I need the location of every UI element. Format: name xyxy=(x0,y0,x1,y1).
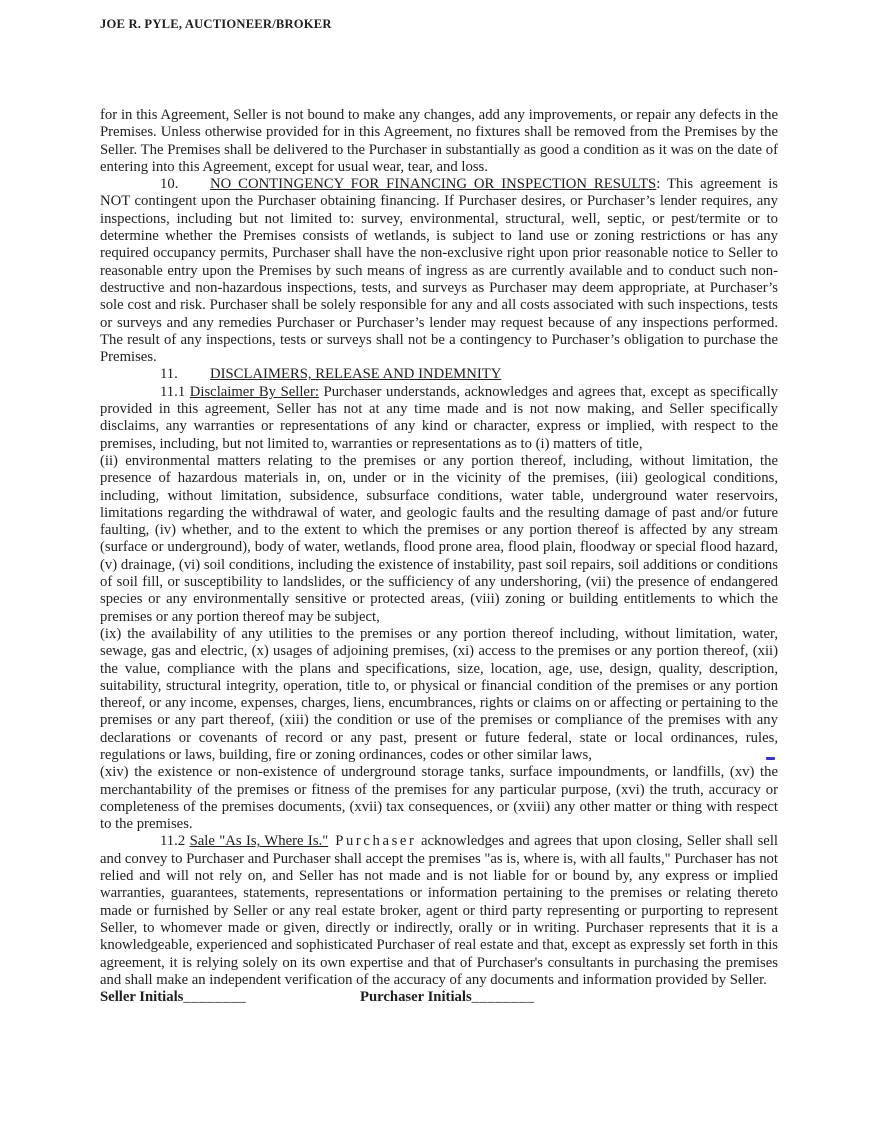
section-11-2-heading: Sale "As Is, Where Is." xyxy=(189,833,329,850)
document-body xyxy=(100,107,778,1006)
section-10-heading: NO CONTINGENCY FOR FINANCING OR INSPECTION RESULTS xyxy=(210,176,657,193)
purchaser-initials-group xyxy=(360,989,534,1005)
section-11-1-clause-ii-block: (ii) environmental matters relating to the premises or any portion thereof, including, without limitation, the presence of hazardous materials in, on, under or in the vicinity of the premises, (iii) geological conditions, including, without limitation, subsidence, subsurface conditions, water table, underground water reservoirs, limitations regarding the withdrawal of water, and geologic faults and the resulting damage of past and/or future faulting, (iv) whether, and to the extent to which the premises or any portion thereof is affected by any stream (surface or underground), body of water, wetlands, flood prone area, flood plain, floodway or special flood hazard, (v) drainage, (vi) soil conditions, including the existence of instability, past soil repairs, soil additions or conditions of soil fill, or susceptibility to landslides, or the sufficiency of any undershoring, (vii) the presence of endangered species or any environmentally sensitive or protected areas, (viii) zoning or building entitlements to which the premises or any portion thereof may be subject, xyxy=(100,452,778,625)
purchaser-initials-label: Purchaser Initials xyxy=(360,989,472,1006)
document-header-title: JOE R. PYLE, AUCTIONEER/BROKER xyxy=(100,17,332,31)
section-11-2-spaced-word: Purchaser xyxy=(328,833,417,850)
section-11-1-body-text: Purchaser understands, acknowledges and agrees that, except as specifically provided in this agreement, Seller has not at any time made and is not now making, and Seller specifically disclaims, any warranties or representations of any kind or character, express or implied, with respect to the premises, including, but not limited to, warranties or representations as to (i) matters of title, xyxy=(100,383,778,452)
margin-annotation-mark xyxy=(766,757,775,760)
section-11-heading-line xyxy=(100,366,778,383)
initials-row xyxy=(100,989,778,1006)
section-11-1-paragraph xyxy=(100,384,778,453)
section-10-body-text: : This agreement is NOT contingent upon the Purchaser obtaining financing. If Purchaser desires, or Purchaser’s lender requires, any inspections, including but not limited to: survey, environmental, structural, well, septic, or pest/termite or to determine whether the Premises consists of wetlands, is subject to land use or zoning restrictions or has any required occupancy permits, Purchaser shall have the non-exclusive right upon prior reasonable notice to Seller to reasonable entry upon the Premises by such means of ingress as are currently available and to conduct such non-destructive and non-hazardous inspections, tests, and surveys as Purchaser may deem appropriate, at Purchaser’s sole cost and risk. Purchaser shall be solely responsible for any and all costs associated with such inspections, tests or surveys and any remedies Purchaser or Purchaser’s lender may request because of any inspections performed. The result of any inspections, tests or surveys shall not be a contingency to Purchaser’s obligation to purchase the Premises. xyxy=(100,176,778,366)
section-11-number: 11. xyxy=(160,366,178,383)
section-11-1-heading: Disclaimer By Seller: xyxy=(189,383,319,400)
section-11-2-number: 11.2 xyxy=(160,833,190,850)
seller-initials-group xyxy=(100,989,360,1006)
intro-paragraph: for in this Agreement, Seller is not bound to make any changes, add any improvements, or repair any defects in the Premises. Unless otherwise provided for in this Agreement, no fixtures shall be removed from the Premises by the Seller. The Premises shall be delivered to the Purchaser in substantially as good a condition as it was on the date of entering into this Agreement, except for usual wear, tear, and loss. xyxy=(100,107,778,175)
section-11-2-paragraph xyxy=(100,833,778,989)
section-11-1-clause-ix-block: (ix) the availability of any utilities to the premises or any portion thereof including, without limitation, water, sewage, gas and electric, (x) usages of adjoining premises, (xi) access to the premises or any portion thereof, (xii) the value, compliance with the plans and specifications, size, location, age, use, design, quality, description, suitability, structural integrity, operation, title to, or physical or financial condition of the premises or any portion thereof, or any income, expenses, charges, liens, encumbrances, rights or claims on or affecting or pertaining to the premises or any part thereof, (xiii) the condition or use of the premises or compliance of the premises with any declarations or covenants of record or any past, present or future federal, state or local ordinances, rules, regulations or laws, building, fire or zoning ordinances, codes or other similar laws, xyxy=(100,625,778,763)
section-11-2-body-text: acknowledges and agrees that upon closing, Seller shall sell and convey to Purchaser and Purchaser shall accept the premises "as is, where is, with all faults," Purchaser has not relied and will not rely on, and Seller has not made and is not liable for or bound by, any express or implied warranties, guarantees, statements, representations or information pertaining to the premises or relating thereto made or furnished by Seller or any real estate broker, agent or third party representing or purporting to represent Seller, to whomever made or given, directly or indirectly, orally or in writing. Purchaser represents that it is a knowledgeable, experienced and sophisticated Purchaser of real estate and that, except as expressly set forth in this agreement, it is relying solely on its own expertise and that of Purchaser's consultants in purchasing the premises and shall make an independent verification of the accuracy of any documents and information provided by Seller. xyxy=(100,833,778,988)
section-11-1-number: 11.1 xyxy=(160,383,190,400)
section-10-paragraph xyxy=(100,176,778,366)
seller-initials-label: Seller Initials xyxy=(100,989,184,1006)
seller-initials-blank[interactable]: ________ xyxy=(183,989,247,1006)
purchaser-initials-blank[interactable]: ________ xyxy=(471,989,535,1006)
section-11-1-clause-xiv-block: (xiv) the existence or non-existence of underground storage tanks, surface impoundments, or landfills, (xv) the merchantability of the premises or fitness of the premises for any particular purpose, (xvi) the truth, accuracy or completeness of the premises documents, (xvii) tax consequences, or (xviii) any other matter or thing with respect to the premises. xyxy=(100,764,778,833)
section-11-heading: DISCLAIMERS, RELEASE AND INDEMNITY xyxy=(210,366,502,383)
section-10-number: 10. xyxy=(160,176,179,193)
